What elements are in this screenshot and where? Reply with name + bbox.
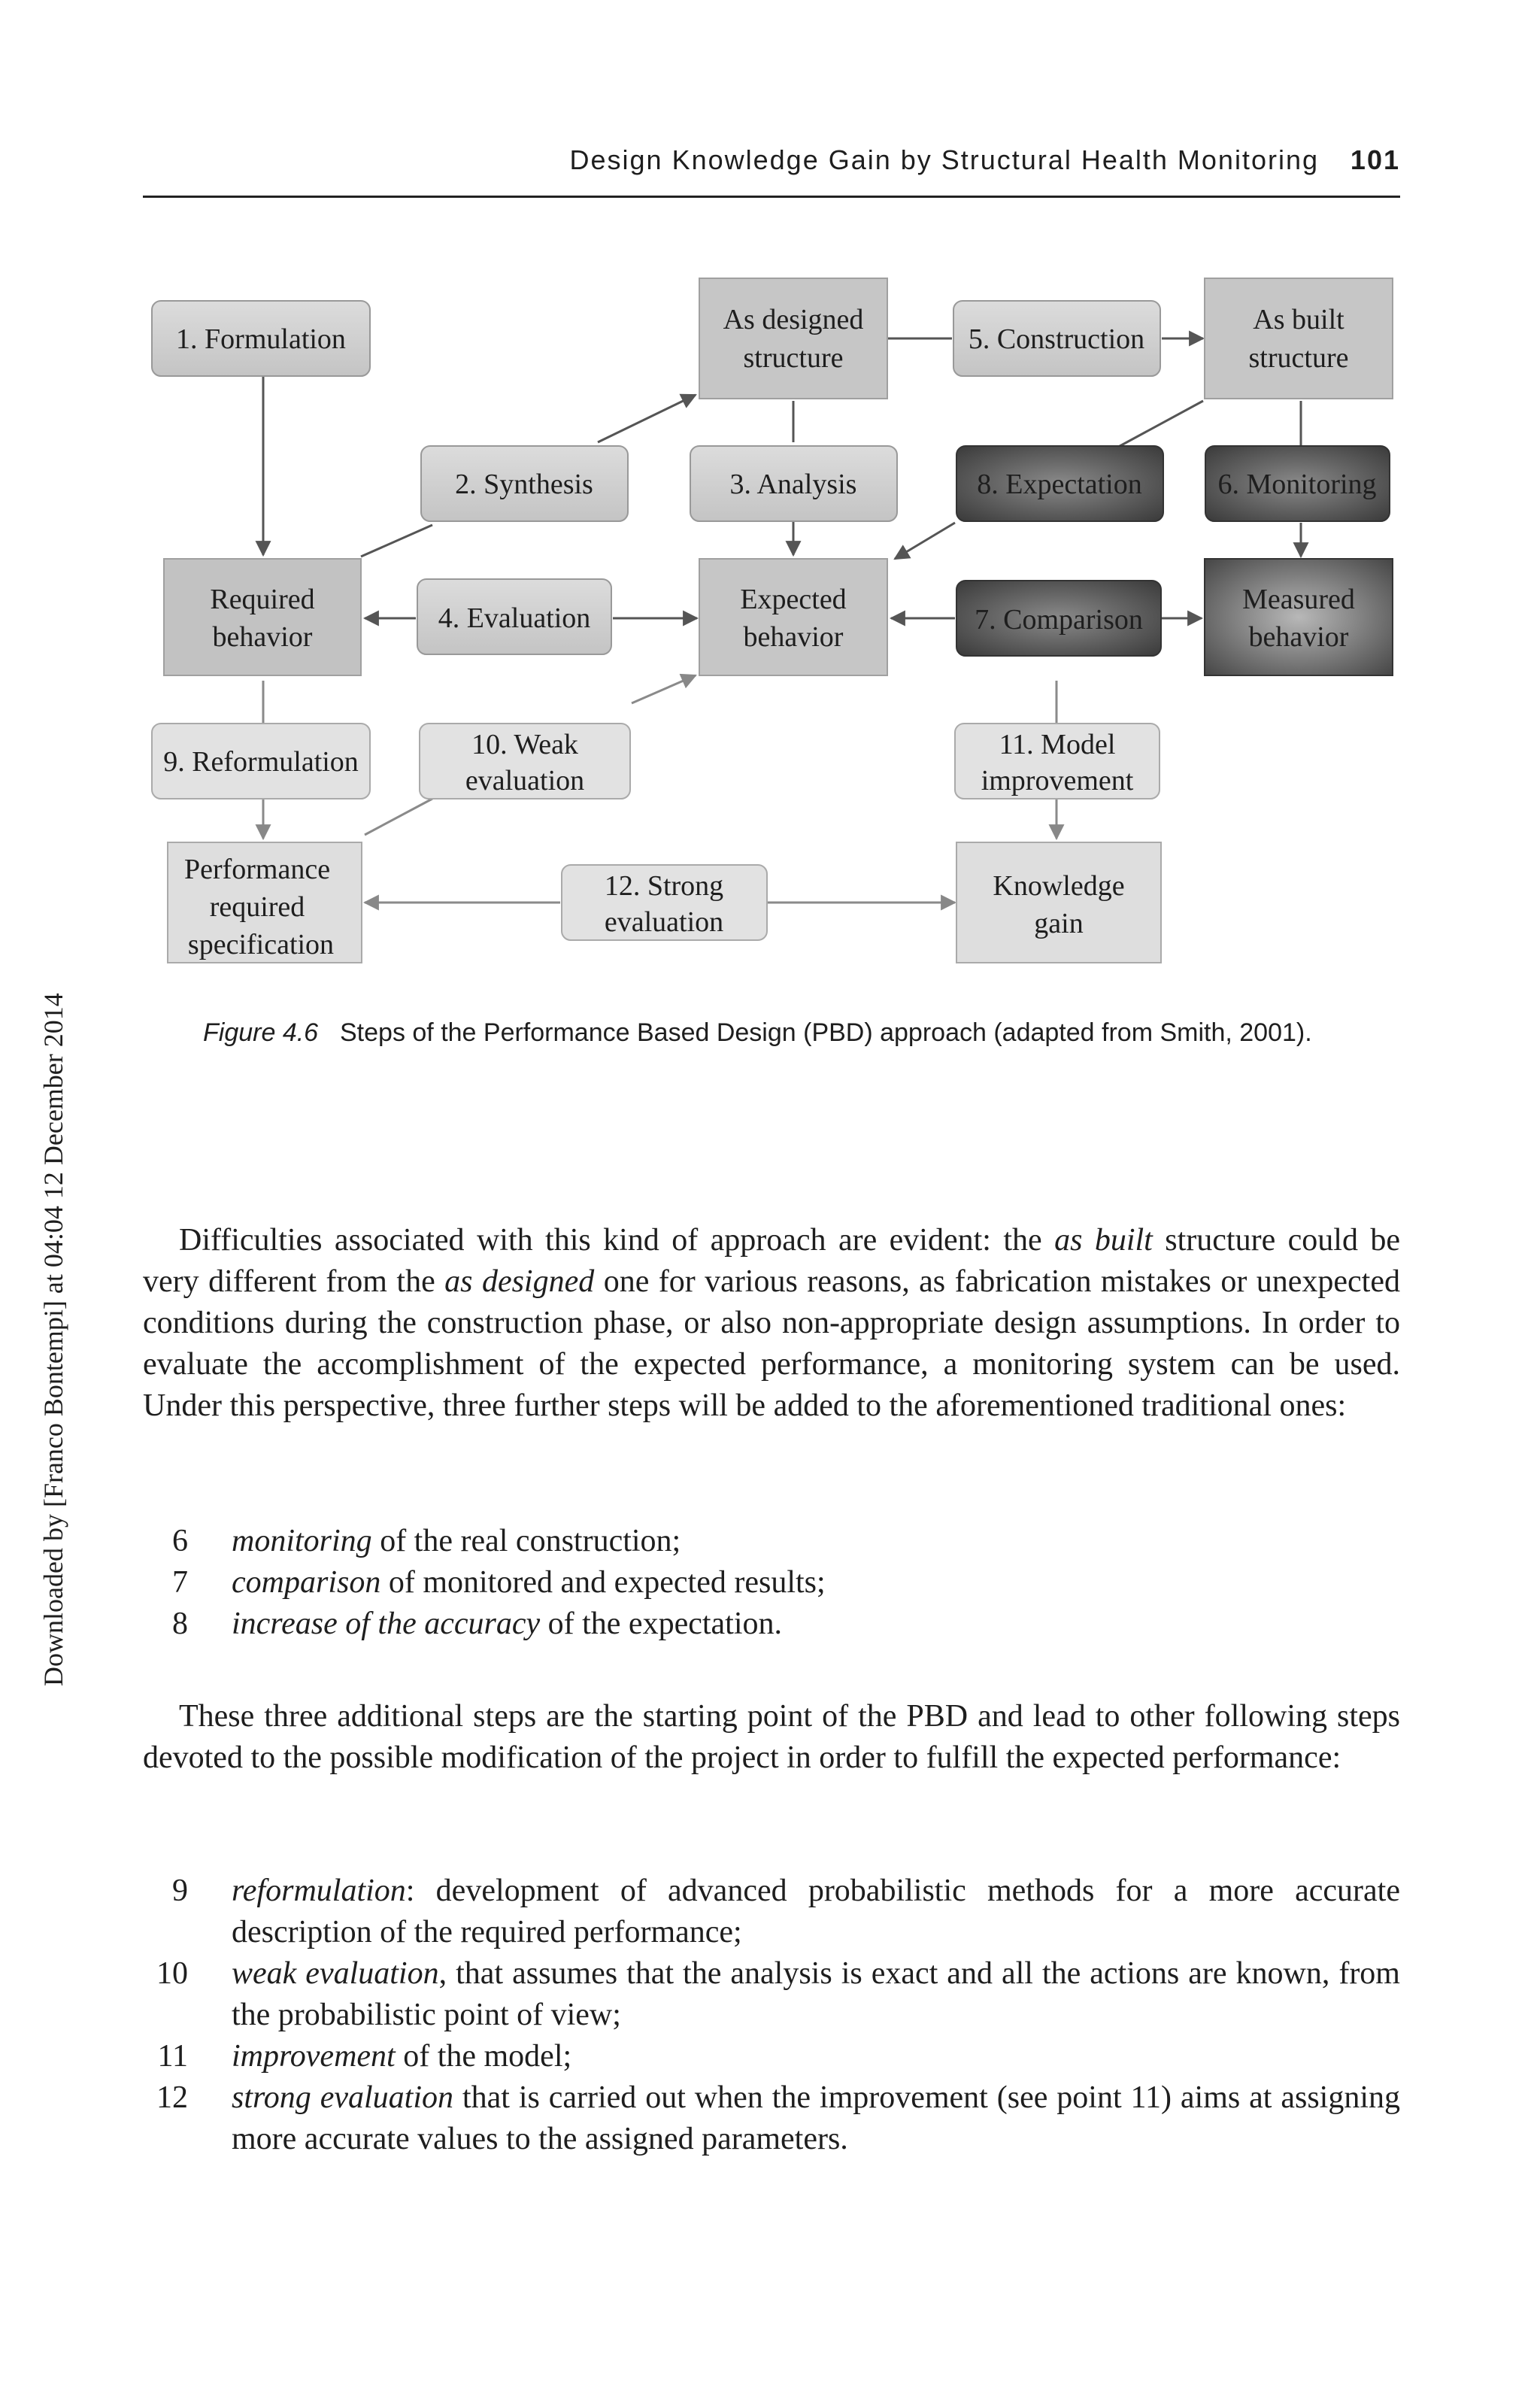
list-body bbox=[232, 1604, 1400, 1645]
construction-box bbox=[953, 301, 1160, 376]
performance-label-1: Performance bbox=[183, 854, 331, 885]
list-emphasis: reformulation bbox=[232, 1874, 406, 1908]
analysis-box bbox=[690, 446, 897, 521]
list-emphasis: improvement bbox=[232, 2039, 396, 2074]
list-text: of the expectation. bbox=[540, 1607, 782, 1641]
list-text: of monitored and expected results; bbox=[380, 1565, 826, 1600]
list-item bbox=[143, 1604, 1400, 1645]
strong-label-2: evaluation bbox=[604, 906, 724, 938]
performance-label-2: required bbox=[209, 891, 305, 923]
para2-text: These three additional steps are the starting point of the PBD and lead to other following steps devoted to the possible modification of the project in order to fulfill the expected performance: bbox=[143, 1699, 1400, 1775]
monitoring-box bbox=[1205, 446, 1390, 521]
list-item bbox=[143, 2077, 1400, 2160]
list-text: of the model; bbox=[395, 2039, 572, 2074]
list-number: 8 bbox=[172, 1607, 188, 1641]
as-built-label-1: As built bbox=[1253, 304, 1344, 335]
para1-emphasis-2: as designed bbox=[444, 1264, 595, 1299]
reformulation-label: 9. Reformulation bbox=[163, 746, 359, 778]
list-number: 6 bbox=[172, 1524, 188, 1558]
caption-text: Steps of the Performance Based Design (PBD) approach (adapted from Smith, 2001). bbox=[340, 1018, 1312, 1047]
knowledge-label-1: Knowledge bbox=[993, 870, 1125, 902]
analysis-label: 3. Analysis bbox=[729, 469, 857, 500]
list-emphasis: monitoring bbox=[232, 1524, 372, 1558]
expected-behavior-box bbox=[699, 559, 887, 675]
as-designed-label-2: structure bbox=[743, 342, 844, 374]
list-number: 11 bbox=[157, 2039, 188, 2074]
para1-text-3: one for various reasons, as fabrication mistakes or unexpected conditions during the construction phase, or also non-appropriate design assumptions. In order to evaluate the accomplishment of the expected performance, a monitoring system can be used. Under this perspective, three further steps will be added to the aforementioned traditional ones: bbox=[143, 1264, 1400, 1423]
para1-text-2: structure could be very different from the bbox=[143, 1223, 1401, 1299]
list-text: of the real construction; bbox=[371, 1524, 681, 1558]
synthesis-label: 2. Synthesis bbox=[455, 469, 593, 500]
weak-label-1: 10. Weak bbox=[471, 729, 578, 760]
expected-label-2: behavior bbox=[743, 621, 844, 653]
list-item bbox=[143, 1562, 1400, 1604]
list-body bbox=[232, 1562, 1400, 1604]
list-number: 7 bbox=[172, 1565, 188, 1600]
expected-label-1: Expected bbox=[740, 584, 847, 615]
as-built-label-2: structure bbox=[1248, 342, 1349, 374]
list-item bbox=[143, 1521, 1400, 1562]
formulation-box bbox=[152, 301, 370, 376]
caption-label: Figure 4.6 bbox=[203, 1018, 319, 1047]
list-steps-9-12 bbox=[143, 1871, 1400, 2160]
list-body bbox=[232, 1953, 1400, 2036]
knowledge-label-2: gain bbox=[1034, 908, 1084, 939]
expectation-label: 8. Expectation bbox=[977, 469, 1142, 500]
model-label-2: improvement bbox=[981, 765, 1134, 796]
download-watermark: Downloaded by [Franco Bontempi] at 04:04 12 December 2014 bbox=[38, 993, 68, 1686]
measured-label-1: Measured bbox=[1242, 584, 1355, 615]
performance-specification-box bbox=[168, 842, 362, 963]
performance-label-3: specification bbox=[187, 929, 335, 960]
comparison-label: 7. Comparison bbox=[975, 604, 1143, 636]
synthesis-box bbox=[421, 446, 628, 521]
list-text: , that assumes that the analysis is exact and all the actions are known, from the probabilistic point of view; bbox=[232, 1956, 1400, 2032]
strong-label-1: 12. Strong bbox=[604, 870, 724, 902]
list-body bbox=[232, 1521, 1400, 1562]
as-built-box bbox=[1205, 278, 1393, 399]
paragraph-2 bbox=[143, 1696, 1400, 1779]
weak-label-2: evaluation bbox=[465, 765, 585, 796]
list-number: 10 bbox=[156, 1956, 188, 1991]
para1-emphasis-1: as built bbox=[1054, 1223, 1153, 1258]
list-number: 12 bbox=[156, 2080, 188, 2115]
evaluation-box bbox=[417, 579, 611, 654]
running-title: Design Knowledge Gain by Structural Health Monitoring bbox=[569, 144, 1319, 175]
monitoring-label: 6. Monitoring bbox=[1217, 469, 1377, 500]
strong-evaluation-box bbox=[562, 865, 767, 940]
formulation-label: 1. Formulation bbox=[176, 323, 346, 355]
weak-evaluation-box bbox=[420, 724, 630, 799]
list-emphasis: increase of the accuracy bbox=[232, 1607, 541, 1641]
reformulation-box bbox=[152, 724, 370, 799]
as-designed-box bbox=[699, 278, 887, 399]
model-label-1: 11. Model bbox=[999, 729, 1116, 760]
comparison-box bbox=[956, 581, 1161, 656]
model-improvement-box bbox=[955, 724, 1160, 799]
list-emphasis: strong evaluation bbox=[232, 2080, 454, 2115]
paragraph-1 bbox=[143, 1220, 1400, 1427]
required-label-2: behavior bbox=[212, 621, 313, 653]
required-behavior-box bbox=[164, 559, 361, 675]
list-emphasis: comparison bbox=[232, 1565, 381, 1600]
list-body bbox=[232, 2077, 1400, 2160]
list-text: that is carried out when the improvement (see point 11) aims at assigning more accurate values to the assigned parameters. bbox=[232, 2080, 1401, 2156]
list-emphasis: weak evaluation bbox=[232, 1956, 439, 1991]
required-label-1: Required bbox=[210, 584, 315, 615]
list-number: 9 bbox=[172, 1874, 188, 1908]
evaluation-label: 4. Evaluation bbox=[438, 602, 591, 634]
list-item bbox=[143, 1953, 1400, 2036]
as-designed-label-1: As designed bbox=[723, 304, 864, 335]
pbd-flow-diagram bbox=[143, 263, 1406, 978]
list-body bbox=[232, 1871, 1400, 1953]
knowledge-gain-box bbox=[956, 842, 1161, 963]
page-number: 101 bbox=[1350, 144, 1400, 175]
list-text: : development of advanced probabilistic methods for a more accurate description of the required performance; bbox=[232, 1874, 1400, 1949]
para1-text-1: Difficulties associated with this kind of approach are evident: the bbox=[179, 1223, 1055, 1258]
construction-label: 5. Construction bbox=[968, 323, 1145, 355]
running-header bbox=[143, 144, 1400, 198]
measured-label-2: behavior bbox=[1248, 621, 1349, 653]
expectation-box bbox=[956, 446, 1163, 521]
list-item bbox=[143, 2036, 1400, 2077]
list-body bbox=[232, 2036, 1400, 2077]
list-item bbox=[143, 1871, 1400, 1953]
measured-behavior-box bbox=[1205, 559, 1393, 675]
list-steps-6-8 bbox=[143, 1521, 1400, 1645]
